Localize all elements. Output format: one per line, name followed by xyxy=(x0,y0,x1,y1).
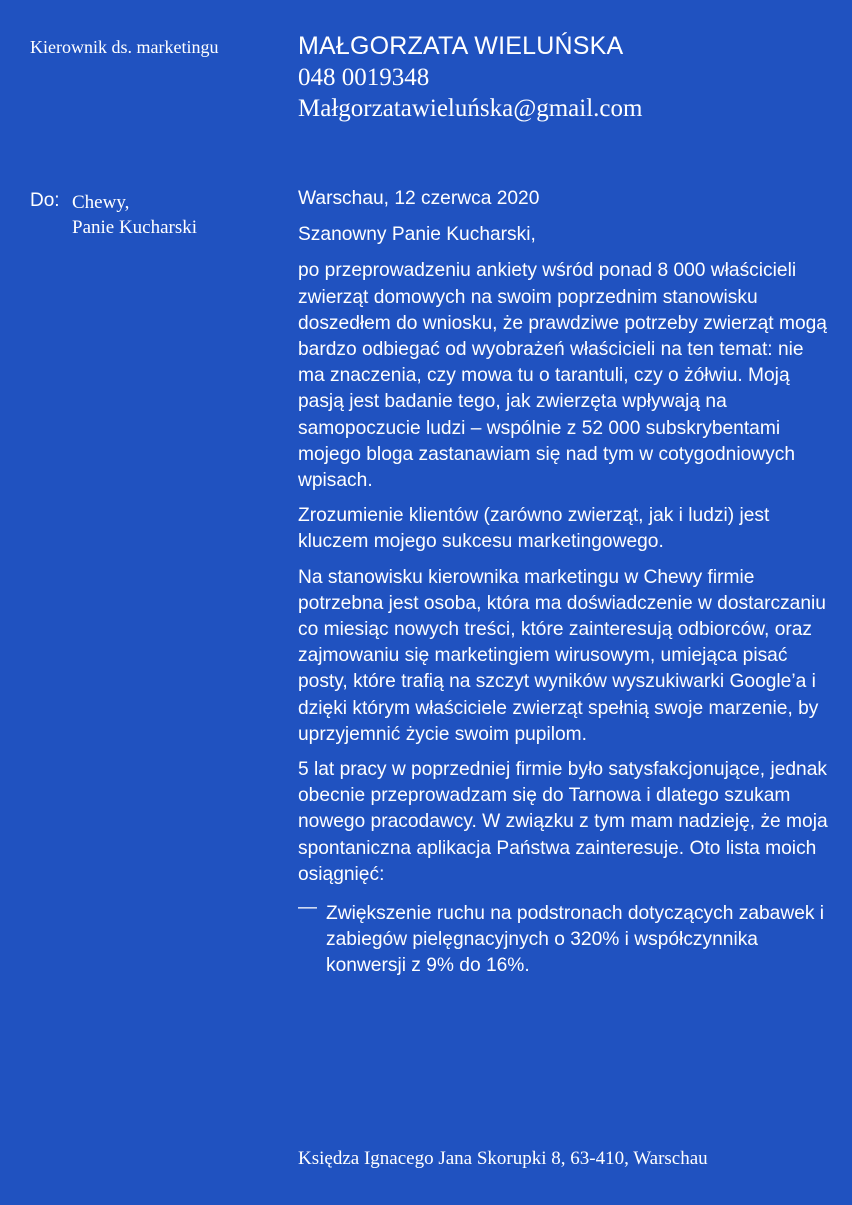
recipient-person: Panie Kucharski xyxy=(72,217,198,238)
job-title: Kierownik ds. marketingu xyxy=(30,37,219,57)
letter-greeting: Szanowny Panie Kucharski, xyxy=(298,224,536,246)
letter-paragraph: Zrozumienie klientów (zarówno zwierząt, jak i ludzi) jest kluczem mojego sukcesu marketingowego. xyxy=(298,505,770,553)
letter-paragraph: 5 lat pracy w poprzedniej firmie było satysfakcjonujące, jednak obecnie przeprowadzam się do Tarnowa i dlatego szukam nowego pracodawcy. W związku z tym mam nadzieję, że moja spontaniczna aplikacja Państwa zainteresuje. Oto lista moich osiągnięć: xyxy=(298,759,828,885)
letter-date: Warschau, 12 czerwca 2020 xyxy=(298,188,540,209)
sender-contact-block xyxy=(298,30,838,124)
recipient-company: Chewy, xyxy=(72,192,130,213)
sender-email: Małgorzatawieluńska@gmail.com xyxy=(298,95,643,122)
letter-paragraph: po przeprowadzeniu ankiety wśród ponad 8 000 właścicieli zwierząt domowych na swoim poprzednim stanowisku doszedłem do wniosku, że prawdziwe potrzeby zwierząt mogą bardzo odbiegać od wyobrażeń właścicieli na ten temat: nie ma znaczenia, czy mowa tu o tarantuli, czy o żółwiu. Moją pasją jest badanie tego, jak zwierzęta wpływają na samopoczucie ludzi – wspólnie z 52 000 subskrybentami mojego bloga zastanawiam się nad tym w cotygodniowych wpisach. xyxy=(298,260,827,492)
dash-bullet-icon: — xyxy=(298,897,317,919)
letter-paragraph: Na stanowisku kierownika marketingu w Chewy firmie potrzebna jest osoba, która ma doświadczenie w dostarczaniu co miesiąc nowych treści, które zainteresują odbiorców, oraz zajmowaniu się marketingiem wirusowym, umiejąca pisać posty, które trafią na szczyt wyników wyszukiwarki Google’a i dzięki którym właściciele zwierząt spełnią swoje marzenie, by uprzyjemnić życie swoim pupilom. xyxy=(298,566,826,745)
sender-name: MAŁGORZATA WIELUŃSKA xyxy=(298,32,624,60)
achievement-text: Zwiększenie ruchu na podstronach dotyczących zabawek i zabiegów pielęgnacyjnych o 320% i współczynnika konwersji z 9% do 16%. xyxy=(326,903,825,977)
achievement-list-item xyxy=(298,897,828,980)
footer-address: Księdza Ignacego Jana Skorupki 8, 63-410, Warschau xyxy=(298,1148,708,1169)
letter-body xyxy=(298,186,828,980)
to-label: Do: xyxy=(30,190,60,211)
sender-phone: 048 0019348 xyxy=(298,64,430,91)
recipient-block xyxy=(72,190,197,240)
